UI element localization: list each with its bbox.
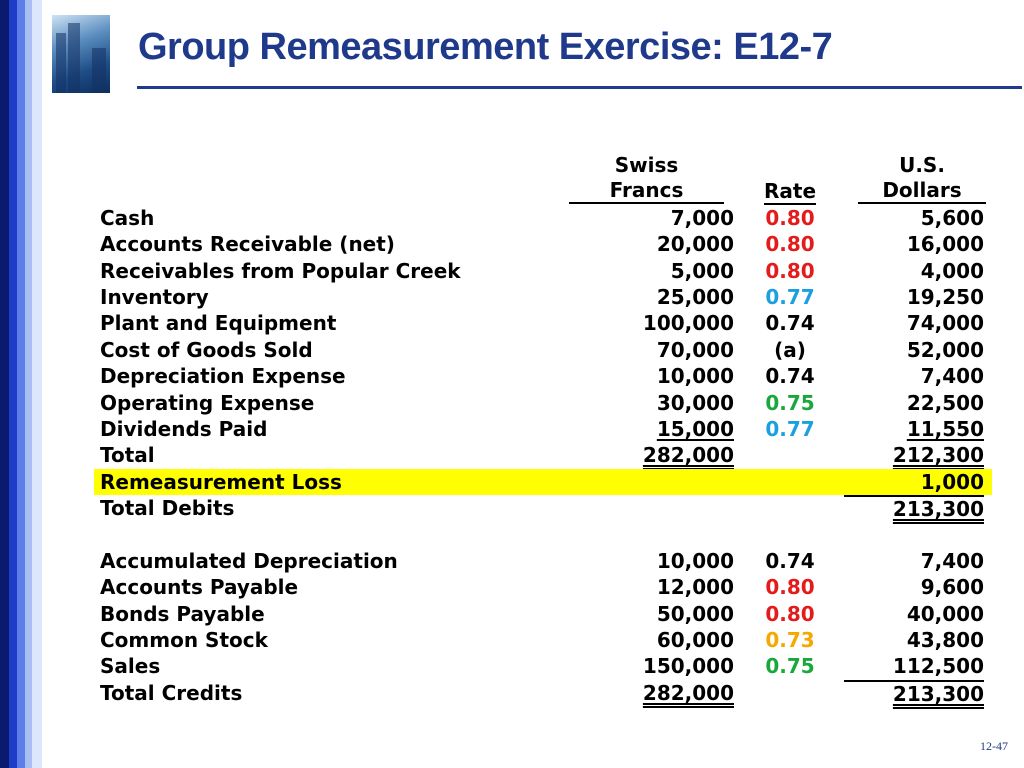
remeasurement-usd: 1,000 xyxy=(920,469,984,494)
row-usd-value: 7,400 xyxy=(920,364,984,389)
row-rate: 0.73 xyxy=(765,628,815,653)
row-sf-value: 5,000 xyxy=(670,258,734,283)
row-sf-value: 30,000 xyxy=(656,390,734,415)
row-sf-value: 100,000 xyxy=(642,311,734,336)
row-usd-value: 52,000 xyxy=(906,337,984,362)
row-sf xyxy=(564,548,734,574)
row-usd-value: 16,000 xyxy=(906,232,984,257)
table-row xyxy=(94,653,992,679)
remeasurement-label: Remeasurement Loss xyxy=(100,469,342,494)
table-row xyxy=(94,337,992,363)
row-usd-value: 11,550 xyxy=(906,416,984,441)
row-label: Accounts Receivable (net) xyxy=(100,232,395,257)
row-sf xyxy=(564,390,734,416)
row-sf xyxy=(564,310,734,336)
row-sf-value: 15,000 xyxy=(656,416,734,441)
row-usd xyxy=(844,601,984,627)
table-row xyxy=(94,548,992,574)
row-sf xyxy=(564,627,734,653)
row-rate: 0.80 xyxy=(765,601,815,626)
row-usd xyxy=(844,337,984,363)
row-label: Depreciation Expense xyxy=(100,364,346,389)
table-row xyxy=(94,574,992,600)
row-sf-value: 10,000 xyxy=(656,548,734,573)
row-rate: (a) xyxy=(774,337,806,362)
total-usd xyxy=(844,442,984,468)
header-rate xyxy=(754,178,826,204)
table-row xyxy=(94,627,992,653)
row-rate: 0.80 xyxy=(765,232,815,257)
row-label: Operating Expense xyxy=(100,390,315,415)
row-label: Receivables from Popular Creek xyxy=(100,258,461,283)
total-debits-usd xyxy=(844,495,984,521)
row-usd xyxy=(844,310,984,336)
row-usd-value: 19,250 xyxy=(906,284,984,309)
row-sf xyxy=(564,205,734,231)
row-rate: 0.80 xyxy=(765,205,815,230)
row-sf-value: 25,000 xyxy=(656,284,734,309)
table-row xyxy=(94,284,992,310)
row-sf xyxy=(564,363,734,389)
row-usd xyxy=(844,416,984,442)
row-label: Common Stock xyxy=(100,628,268,653)
total-credits-label: Total Credits xyxy=(100,680,243,705)
title-rule xyxy=(137,86,1022,89)
header-row-1 xyxy=(94,152,992,178)
credit-rows xyxy=(94,548,992,680)
row-sf-value: 20,000 xyxy=(656,232,734,257)
table-row xyxy=(94,205,992,231)
row-sf xyxy=(564,284,734,310)
row-usd xyxy=(844,627,984,653)
row-usd-value: 7,400 xyxy=(920,548,984,573)
row-label: Sales xyxy=(100,654,161,679)
row-usd-value: 43,800 xyxy=(906,628,984,653)
total-credits-sf xyxy=(564,680,734,706)
left-decorative-bars xyxy=(0,0,44,768)
row-sf xyxy=(564,258,734,284)
row-usd xyxy=(844,205,984,231)
row-usd xyxy=(844,284,984,310)
total-credits-usd xyxy=(844,680,984,706)
row-rate: 0.74 xyxy=(765,311,815,336)
spacer-row xyxy=(94,521,992,547)
header-swiss: Swiss xyxy=(614,153,679,177)
header-dollars: Dollars xyxy=(858,178,986,204)
total-sf xyxy=(564,442,734,468)
row-usd-value: 40,000 xyxy=(906,601,984,626)
row-sf xyxy=(564,416,734,442)
row-sf xyxy=(564,574,734,600)
remeasurement-table xyxy=(94,152,992,706)
total-row xyxy=(94,442,992,468)
row-sf-value: 70,000 xyxy=(656,337,734,362)
table-row xyxy=(94,601,992,627)
row-label: Accumulated Depreciation xyxy=(100,548,398,573)
total-label: Total xyxy=(100,443,155,468)
header-us: U.S. xyxy=(899,153,945,177)
row-label: Dividends Paid xyxy=(100,416,268,441)
row-usd xyxy=(844,548,984,574)
row-rate: 0.74 xyxy=(765,364,815,389)
row-rate: 0.75 xyxy=(765,390,815,415)
row-usd xyxy=(844,363,984,389)
row-sf-value: 10,000 xyxy=(656,364,734,389)
row-usd-value: 4,000 xyxy=(920,258,984,283)
row-rate: 0.75 xyxy=(765,654,815,679)
row-sf-value: 150,000 xyxy=(642,654,734,679)
table-row xyxy=(94,390,992,416)
row-label: Plant and Equipment xyxy=(100,311,337,336)
row-sf-value: 7,000 xyxy=(670,205,734,230)
table-row xyxy=(94,258,992,284)
page-title: Group Remeasurement Exercise: E12-7 xyxy=(138,26,833,68)
remeasurement-loss-row xyxy=(94,469,992,495)
header-francs: Francs xyxy=(569,178,724,204)
header-rate-label: Rate xyxy=(763,179,817,204)
total-debits-row xyxy=(94,495,992,521)
row-sf xyxy=(564,601,734,627)
row-label: Cost of Goods Sold xyxy=(100,337,313,362)
row-rate: 0.77 xyxy=(765,284,815,309)
row-rate: 0.80 xyxy=(765,258,815,283)
row-usd xyxy=(844,258,984,284)
total-sf-value: 282,000 xyxy=(642,443,734,468)
table-row xyxy=(94,363,992,389)
total-debits-label: Total Debits xyxy=(100,496,235,521)
total-debits-value: 213,300 xyxy=(892,497,984,522)
total-credits-usd-value: 213,300 xyxy=(892,681,984,706)
row-label: Cash xyxy=(100,205,155,230)
row-label: Inventory xyxy=(100,284,209,309)
table-row xyxy=(94,310,992,336)
row-label: Accounts Payable xyxy=(100,575,299,600)
row-usd-value: 5,600 xyxy=(920,205,984,230)
row-sf xyxy=(564,337,734,363)
row-usd xyxy=(844,653,984,679)
header-row-2 xyxy=(94,178,992,204)
table-row xyxy=(94,416,992,442)
row-usd-value: 74,000 xyxy=(906,311,984,336)
row-label: Bonds Payable xyxy=(100,601,265,626)
page-number: 12-47 xyxy=(980,739,1008,753)
row-usd xyxy=(844,574,984,600)
row-sf-value: 60,000 xyxy=(656,628,734,653)
row-usd-value: 22,500 xyxy=(906,390,984,415)
debit-rows xyxy=(94,205,992,443)
row-rate: 0.80 xyxy=(765,575,815,600)
row-sf-value: 12,000 xyxy=(656,575,734,600)
total-credits-row xyxy=(94,680,992,706)
book-cover-skyscraper-icon xyxy=(52,15,110,93)
row-sf xyxy=(564,231,734,257)
row-rate: 0.77 xyxy=(765,416,815,441)
row-usd xyxy=(844,231,984,257)
row-sf xyxy=(564,653,734,679)
row-sf-value: 50,000 xyxy=(656,601,734,626)
row-usd xyxy=(844,390,984,416)
row-usd-value: 112,500 xyxy=(892,654,984,679)
total-usd-value: 212,300 xyxy=(892,443,984,468)
total-credits-sf-value: 282,000 xyxy=(642,680,734,705)
table-row xyxy=(94,231,992,257)
row-rate: 0.74 xyxy=(765,548,815,573)
row-usd-value: 9,600 xyxy=(920,575,984,600)
